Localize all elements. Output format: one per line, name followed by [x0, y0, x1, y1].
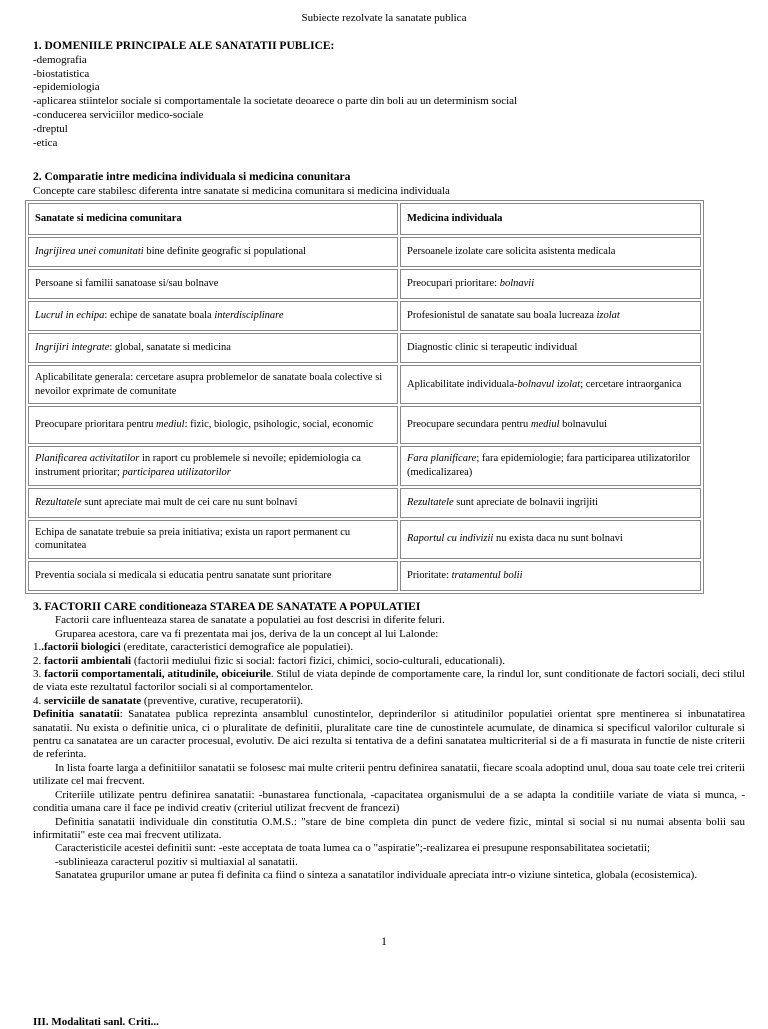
definition-paragraph: Definitia sanatatii: Sanatatea publica reprezinta ansamblul cunostintelor, deprinderilor si atitudinilor populatiei orientat spre mentinerea si inbunatatirea sanatatii. Nu exista o definitie unica, ci o pluralitate de definitii, pluralitate care tine de cunostintele acumulate, de dinamica si specificul valorilor culturale si pentru ca sanatatea are un caracter procesual, evolutiv. De aici rezulta si tentativa de a defini sanatatea multicriterial si de a fi masurata in functie de niste criterii de referinta.	[33, 708, 745, 761]
table-row	[28, 365, 701, 404]
factor-item: 2. factorii ambientali (factorii mediului fizic si social: factori fizici, chimici, socio-culturali, educationali).	[33, 654, 505, 667]
table-row	[28, 301, 701, 331]
table-row	[28, 333, 701, 363]
table-cell: Echipa de sanatate trebuie sa preia initiativa; exista un raport permanent cu comunitatea	[28, 520, 398, 559]
paragraph: -sublinieaza caracterul pozitiv si multiaxial al sanatatii.	[55, 855, 298, 868]
table-cell: Diagnostic clinic si terapeutic individual	[400, 333, 701, 363]
paragraph: Factorii care influenteaza starea de sanatate a populatiei au fost descrisi in diferite feluri.	[55, 614, 445, 627]
page-title: Subiecte rezolvate la sanatate publica	[301, 12, 467, 24]
table-cell: Prioritate: tratamentul bolii	[400, 561, 701, 591]
table-cell: Aplicabilitate generala: cercetare asupra problemelor de sanatate boala colective si nevoilor exprimate de comunitate	[28, 365, 398, 404]
table-row	[28, 237, 701, 267]
section-2	[33, 171, 743, 198]
table-cell: Lucrul in echipa: echipe de sanatate boala interdisciplinare	[28, 301, 398, 331]
table-cell: Preocupari prioritare: bolnavii	[400, 269, 701, 299]
table-cell: Preocupare secundara pentru mediul bolnavului	[400, 406, 701, 444]
table-row	[28, 446, 701, 485]
section-3	[33, 601, 745, 883]
section-2-intro: Concepte care stabilesc diferenta intre sanatate si medicina comunitara si medicina individuala	[33, 184, 450, 197]
table-cell: Persoanele izolate care solicita asistenta medicala	[400, 237, 701, 267]
list-item: -biostatistica	[33, 67, 90, 80]
table-header-row	[28, 203, 701, 235]
section-3-heading: 3. FACTORII CARE conditioneaza STAREA DE SANATATE A POPULATIEI	[33, 601, 421, 613]
table-row	[28, 269, 701, 299]
domain-list	[33, 54, 743, 151]
factor-item: 3. factorii comportamentali, atitudinile, obiceiurile. Stilul de viata depinde de comportamente care, la rindul lor, sunt conditionate de factori sociali, deci stilul de viata este rezultatul factorilor sociali si al comportamentelor.	[33, 668, 745, 694]
page-number: 1	[381, 934, 387, 948]
list-item: -demografia	[33, 53, 87, 66]
list-item: -dreptul	[33, 122, 68, 135]
table-cell: Rezultatele sunt apreciate mai mult de cei care nu sunt bolnavi	[28, 488, 398, 518]
paragraph: Sanatatea grupurilor umane ar putea fi definita ca fiind o sinteza a sanatatilor individuale apreciata intr-o viziune sintetica, globala (ecosistemica).	[55, 869, 698, 882]
table-cell: Preventia sociala si medicala si educatia pentru sanatate sunt prioritare	[28, 561, 398, 591]
paragraph: Caracteristicile acestei definitii sunt: -este acceptata de toata lumea ca o "aspiratie";-realizarea ei presupune responsabilitatea societatii;	[55, 842, 651, 855]
table-cell: Preocupare prioritara pentru mediul: fizic, biologic, psihologic, social, economic	[28, 406, 398, 444]
section-2-heading: 2. Comparatie intre medicina individuala si medicina conunitara	[33, 171, 351, 183]
table-cell: Raportul cu indivizii nu exista daca nu sunt bolnavi	[400, 520, 701, 559]
table-row	[28, 488, 701, 518]
table-cell: Ingrijiri integrate: global, sanatate si medicina	[28, 333, 398, 363]
list-item: -aplicarea stiintelor sociale si comportamentale la societate deoarece o parte din boli au un determinism social	[33, 95, 518, 108]
list-item: -conducerea serviciilor medico-sociale	[33, 108, 204, 121]
table-row	[28, 406, 701, 444]
comparison-table	[25, 200, 704, 594]
column-header-community: Sanatate si medicina comunitara	[28, 203, 398, 235]
list-item: -etica	[33, 136, 58, 149]
table-cell: Planificarea activitatilor in raport cu problemele si nevoile; epidemiologia ca instrument prioritar; participarea utilizatorilor	[28, 446, 398, 485]
paragraph: Definitia sanatatii individuale din constitutia O.M.S.: "stare de bine completa din punct de vedere fizic, mintal si social si nu numai absenta bolii sau infirmitatii" este cea mai frecvent utilizata.	[33, 815, 745, 841]
paragraph: Gruparea acestora, care va fi prezentata mai jos, deriva de la un concept al lui Lalonde:	[55, 627, 439, 640]
table-cell: Fara planificare; fara epidemiologie; fara participarea utilizatorilor (medicalizarea)	[400, 446, 701, 485]
table-row	[28, 520, 701, 559]
factor-item: 1..factorii biologici (ereditate, caracteristici demografice ale populatiei).	[33, 641, 354, 654]
table-cell: Profesionistul de sanatate sau boala lucreaza izolat	[400, 301, 701, 331]
section-1-heading: 1. DOMENIILE PRINCIPALE ALE SANATATII PUBLICE:	[33, 40, 335, 52]
factor-item: 4. serviciile de sanatate (preventive, curative, recuperatorii).	[33, 694, 304, 707]
table-cell: Persoane si familii sanatoase si/sau bolnave	[28, 269, 398, 299]
list-item: -epidemiologia	[33, 81, 100, 94]
column-header-individual: Medicina individuala	[400, 203, 701, 235]
next-page-fragment: III. Modalitati sanl. Criti...	[33, 1016, 159, 1028]
table-cell: Aplicabilitate individuala-bolnavul izolat; cercetare intraorganica	[400, 365, 701, 404]
table-cell: Rezultatele sunt apreciate de bolnavii ingrijiti	[400, 488, 701, 518]
table-cell: Ingrijirea unei comunitati bine definite geografic si populational	[28, 237, 398, 267]
table-row	[28, 561, 701, 591]
paragraph: In lista foarte larga a definitiilor sanatatii se folosesc mai multe criterii pentru definirea sanatatii, fiecare scoala adoptind unul, doua sau toate cele trei criterii utilizate cel mai frecvent.	[33, 761, 745, 788]
paragraph: Criteriile utilizate pentru definirea sanatatii: -bunastarea functionala, -capacitatea organismului de a se adapta la conditiile variate de viata si munca, -conditia umana care il face pe individ creativ (criteriul utilizat frecvent de francezi)	[33, 788, 745, 815]
section-1	[33, 40, 743, 150]
